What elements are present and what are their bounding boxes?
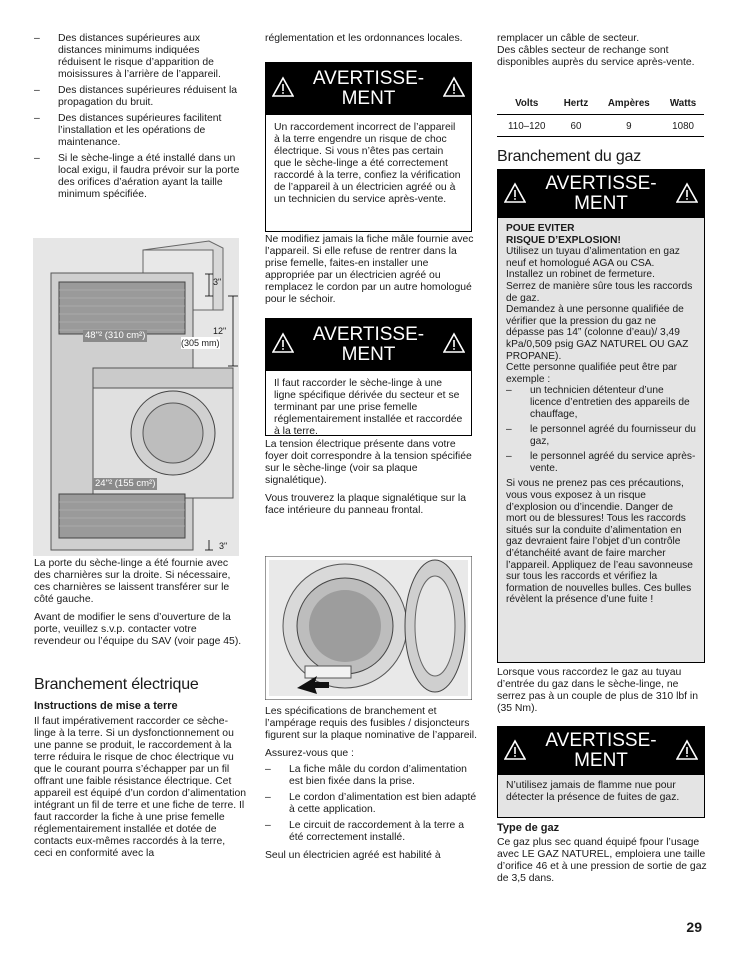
paragraph: Seul un électricien agréé est habilité à bbox=[265, 850, 441, 861]
warning-title: AVERTISSE- MENT bbox=[545, 173, 657, 214]
dryer-door-illustration bbox=[265, 556, 472, 700]
dim-bottom-label: 3" bbox=[219, 541, 228, 551]
column-left bbox=[34, 33, 244, 201]
paragraph: La tension électrique présente dans votre foyer doit correspondre à la tension spécifiée sur le sèche-linge (voir sa plaque signalétique). bbox=[265, 439, 472, 486]
list-item-text: Si le sèche-linge a été installé dans un local exigu, il faudra prévoir sur la porte des orifices d’aération ayant la taille minimum spécifiée. bbox=[58, 153, 240, 200]
paragraph: Utilisez un tuyau d’alimentation en gaz neuf et homologué AGA ou CSA. bbox=[506, 246, 680, 269]
paragraph: Les spécifications de branchement et l’ampérage requis des fusibles / disjoncteurs figurent sur la plaque nominative de l’appareil. bbox=[265, 706, 477, 741]
warning-box-4 bbox=[497, 726, 705, 818]
warning-box-1 bbox=[265, 62, 472, 232]
paragraph: Si vous ne prenez pas ces précautions, vous vous exposez à un risque d’explosion ou d’incendie. Danger de mort ou de blessures! Tous les raccords situés sur la conduite d’alimentation en gaz devraient faire l’objet d’un contrôle d’étanchéité avant de faire marcher l’appareil. Appliquez de l’eau savonneuse sur tous les raccords et vérifiez la formation de nouvelles bulles. Ces bulles révèlent la présence d’une fuite ! bbox=[506, 478, 693, 606]
paragraph: Ce gaz plus sec quand équipé fpour l’usage avec LE GAZ NATUREL, emploiera une taille d’orifice 46 et à une pression de sortie de gaz de 3,5 dans. bbox=[497, 837, 707, 884]
paragraph: Lorsque vous raccordez le gaz au tuyau d’entrée du gaz dans le sèche-linge, ne serrez pas à un couple de plus de 310 lbf in (35 Nm). bbox=[497, 667, 699, 714]
column-middle bbox=[265, 33, 475, 45]
column-right-3 bbox=[497, 837, 709, 885]
subheading-grounding: Instructions de mise a terre bbox=[34, 700, 178, 712]
warning-box-3 bbox=[497, 169, 705, 663]
warning-triangle-icon bbox=[443, 76, 465, 98]
paragraph: Serrez de manière sûre tous les raccords de gaz. bbox=[506, 280, 693, 304]
list-item-text: Des distances supérieures aux distances minimums indiquées réduisent le risque d’apparition de moisissures à l’arrière de l’appareil. bbox=[58, 33, 221, 80]
column-right bbox=[497, 33, 707, 69]
dim-mid-mm-label: (305 mm) bbox=[181, 338, 220, 348]
warning-body: Il faut raccorder le sèche-linge à une ligne spécifique dérivée du secteur et se terminant par une prise femelle réglementairement installée et raccordée à la terre. bbox=[274, 378, 463, 437]
table-header-row bbox=[497, 96, 704, 115]
list-item: – le personnel agréé du fournisseur du gaz, bbox=[506, 424, 696, 447]
list-item: – Des distances supérieures facilitent l’installation et les opérations de maintenance. bbox=[34, 113, 222, 148]
clearance-figure bbox=[33, 238, 239, 556]
table-cell: 9 bbox=[595, 115, 662, 137]
column-middle-4 bbox=[265, 706, 477, 862]
vent-top-label: 48"² (310 cm²) bbox=[85, 330, 146, 341]
column-middle-3 bbox=[265, 439, 477, 517]
paragraph: Cette personne qualifiée peut être par exemple : bbox=[506, 362, 678, 385]
warning-title: AVERTISSE- MENT bbox=[312, 68, 425, 109]
list-item-text: Le circuit de raccordement à la terre a été correctement installé. bbox=[289, 820, 464, 843]
warning-header bbox=[266, 63, 471, 115]
dryer-door-figure bbox=[265, 556, 472, 700]
dim-top-label: 3" bbox=[213, 277, 222, 287]
warning-title: AVERTISSE- MENT bbox=[545, 730, 657, 771]
list-item: – Des distances supérieures aux distances minimums indiquées réduisent le risque d’apparition de moisissures à l’arrière de l’appareil. bbox=[34, 33, 221, 80]
list-item-text: un technicien détenteur d’une licence d’entretien des appareils de chauffage, bbox=[530, 385, 690, 420]
warning-triangle-icon bbox=[272, 76, 294, 98]
column-middle-2 bbox=[265, 234, 475, 306]
paragraph: remplacer un câble de secteur. Des câbles secteur de rechange sont disponibles auprès du service après-vente. bbox=[497, 33, 695, 68]
table-cell: 1080 bbox=[662, 115, 704, 137]
heading-gas: Branchement du gaz bbox=[497, 148, 642, 165]
paragraph: Il faut impérativement raccorder ce sèche-linge à la terre. Si un dysfonctionnement ou une panne se produit, le raccordement à la terre réduira le risque de choc électrique vu que le courant pourra s’échapper par un fil offrant une faible résistance électrique. Cet appareil est équipé d’un cordon d’alimentation intégrant un fil de terre et une fiche de terre. Il faut raccorder la fiche à une prise femelle réglementairement installée et dotée de contacts eux-mêmes raccordés à la terre, ceci en conformité avec la bbox=[34, 716, 246, 859]
column-left-bottom bbox=[34, 716, 246, 860]
heading-electrical: Branchement électrique bbox=[34, 676, 199, 693]
warning-title: AVERTISSE- MENT bbox=[312, 324, 425, 365]
table-cell: 60 bbox=[557, 115, 596, 137]
list-item: – un technicien détenteur d’une licence d’entretien des appareils de chauffage, bbox=[506, 385, 690, 420]
paragraph: Avant de modifier le sens d’ouverture de la porte, veuillez s.v.p. contacter votre revendeur ou l’équipe du SAV (voir page 45). bbox=[34, 612, 242, 647]
table-header: Hertz bbox=[557, 96, 596, 115]
list-item-text: Des distances supérieures facilitent l’installation et les opérations de maintenance. bbox=[58, 113, 222, 148]
list-item: – Le cordon d’alimentation est bien adapté à cette application. bbox=[265, 792, 477, 815]
subheading-gas-type: Type de gaz bbox=[497, 822, 560, 834]
warning-header bbox=[266, 319, 471, 371]
page-number: 29 bbox=[686, 919, 702, 935]
warning-body: Un raccordement incorrect de l’appareil à la terre engendre un risque de choc électrique. Si vous n’êtes pas certain que le sèche-linge a été correctement raccordé à la terre, confiez la vérification de l’appareil à un électricien agréé ou à un technicien du service après-vente. bbox=[274, 122, 461, 205]
list-item: – La fiche mâle du cordon d’alimentation est bien fixée dans la prise. bbox=[265, 764, 467, 787]
warning-body: N’utilisez jamais de flamme nue pour détecter la présence de fuites de gaz. bbox=[498, 775, 704, 809]
list-item: – le personnel agréé du service après-vente. bbox=[506, 451, 696, 474]
paragraph: Demandez à une personne qualifiée de vérifier que la pression du gaz ne dépasse pas 14” (colonne d’eau)/ 3,49 kPa/0,509 psig GAZ NATUREL OU GAZ PROPANE). bbox=[506, 304, 689, 362]
warning-triangle-icon bbox=[504, 182, 526, 204]
dim-mid-label: 12" bbox=[213, 326, 227, 336]
warning-body bbox=[498, 218, 704, 611]
list-item: – Des distances supérieures réduisent la propagation du bruit. bbox=[34, 85, 238, 108]
warning-triangle-icon bbox=[272, 332, 294, 354]
warning-box-2 bbox=[265, 318, 472, 436]
warning-triangle-icon bbox=[504, 739, 526, 761]
table-header: Watts bbox=[662, 96, 704, 115]
list-item-text: La fiche mâle du cordon d’alimentation est bien fixée dans la prise. bbox=[289, 764, 467, 787]
spec-table bbox=[497, 96, 704, 137]
paragraph: réglementation et les ordonnances locales. bbox=[265, 33, 463, 44]
paragraph: Installez un robinet de fermeture. bbox=[506, 269, 655, 281]
column-left-lower bbox=[34, 558, 244, 648]
paragraph: Vous trouverez la plaque signalétique sur la face intérieure du panneau frontal. bbox=[265, 493, 467, 516]
clearance-illustration bbox=[33, 238, 239, 556]
list-item-text: Des distances supérieures réduisent la propagation du bruit. bbox=[58, 85, 238, 108]
paragraph: Ne modifiez jamais la fiche mâle fournie avec l’appareil. Si elle refuse de rentrer dans la prise femelle, faites-en installer une appropriée par un électricien agréé ou remplacez le cordon par un autre homologué pour le séchoir. bbox=[265, 234, 474, 305]
paragraph: Assurez-vous que : bbox=[265, 748, 354, 759]
list-item: – Si le sèche-linge a été installé dans un local exigu, il faudra prévoir sur la porte des orifices d’aération ayant la taille minimum spécifiée. bbox=[34, 153, 240, 200]
list-item-text: Le cordon d’alimentation est bien adapté à cette application. bbox=[289, 792, 477, 815]
table-header: Volts bbox=[497, 96, 557, 115]
table-row bbox=[497, 115, 704, 137]
table-header: Ampères bbox=[595, 96, 662, 115]
warning-bold-text: POUE EVITER RISQUE D’EXPLOSION! bbox=[506, 223, 621, 246]
list-item-text: le personnel agréé du service après-vente. bbox=[530, 451, 696, 474]
warning-triangle-icon bbox=[676, 182, 698, 204]
column-right-2 bbox=[497, 667, 709, 715]
table-cell: 110–120 bbox=[497, 115, 557, 137]
warning-triangle-icon bbox=[676, 739, 698, 761]
paragraph: La porte du sèche-linge a été fournie avec des charnières sur la droite. Si nécessaire, ces charnières se laissent transférer sur le côté gauche. bbox=[34, 558, 231, 605]
warning-header bbox=[498, 170, 704, 218]
list-item: – Le circuit de raccordement à la terre a été correctement installé. bbox=[265, 820, 464, 843]
vent-bottom-label: 24"² (155 cm²) bbox=[95, 478, 156, 489]
warning-triangle-icon bbox=[443, 332, 465, 354]
warning-header bbox=[498, 727, 704, 775]
list-item-text: le personnel agréé du fournisseur du gaz, bbox=[530, 424, 696, 447]
